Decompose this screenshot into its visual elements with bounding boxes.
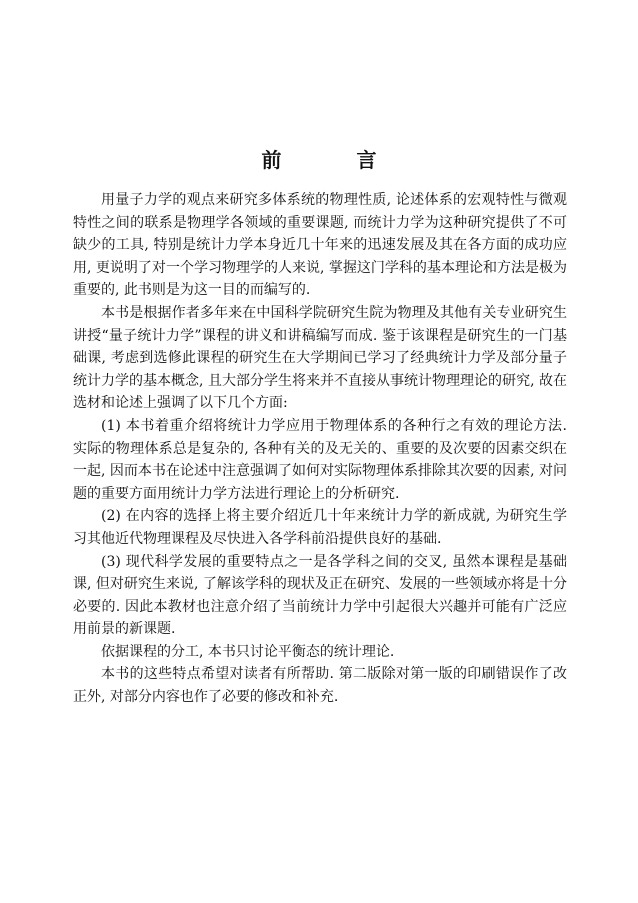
paragraph-2: 本书是根据作者多年来在中国科学院研究生院为物理及其他有关专业研究生讲授“量子统计力学”课程的讲义和讲稿编写而成. 鉴于该课程是研究生的一门基础课, 考虑到选修此课程的研究生在大学期间已学习了经典统计力学及部分量子统计力学的基本概念, 且大部分学生将来并不直接从事统计物理理论的研究, 故在选材和论述上强调了以下几个方面:	[73, 304, 567, 412]
paragraph-4: (2) 在内容的选择上将主要介绍近几十年来统计力学的新成就, 为研究生学习其他近代物理课程及尽快进入各学科前沿提供良好的基础.	[73, 508, 567, 547]
preface-body	[73, 189, 567, 709]
paragraph-3: (1) 本书着重介绍将统计力学应用于物理体系的各种行之有效的理论方法. 实际的物理体系总是复杂的, 各种有关的及无关的、重要的及次要的因素交织在一起, 因而本书在论述中注意强调了如何对实际物理体系排除其次要的因素, 对问题的重要方面用统计力学方法进行理论上的分析研究.	[73, 417, 567, 502]
page-title: 前 言	[261, 148, 411, 172]
paragraph-5: (3) 现代科学发展的重要特点之一是各学科之间的交叉, 虽然本课程是基础课, 但对研究生来说, 了解该学科的现状及正在研究、发展的一些领域亦将是十分必要的. 因此本教材也注意介绍了当前统计力学中引起很大兴趣并可能有广泛应用前景的新课题.	[73, 553, 567, 638]
paragraph-7: 本书的这些特点希望对读者有所帮助. 第二版除对第一版的印刷错误作了改正外, 对部分内容也作了必要的修改和补充.	[73, 666, 567, 706]
paragraph-6: 依据课程的分工, 本书只讨论平衡态的统计理论.	[101, 643, 395, 660]
paragraph-1: 用量子力学的观点来研究多体系统的物理性质, 论述体系的宏观特性与微观特性之间的联系是物理学各领域的重要课题, 而统计力学为这种研究提供了不可缺少的工具, 特别是统计力学本身近几十年来的迅速发展及其在各方面的成功应用, 更说明了对一个学习物理学的人来说, 掌握这门学科的基本理论和方法是极为重要的, 此书则是为这一目的而编写的.	[73, 192, 567, 299]
